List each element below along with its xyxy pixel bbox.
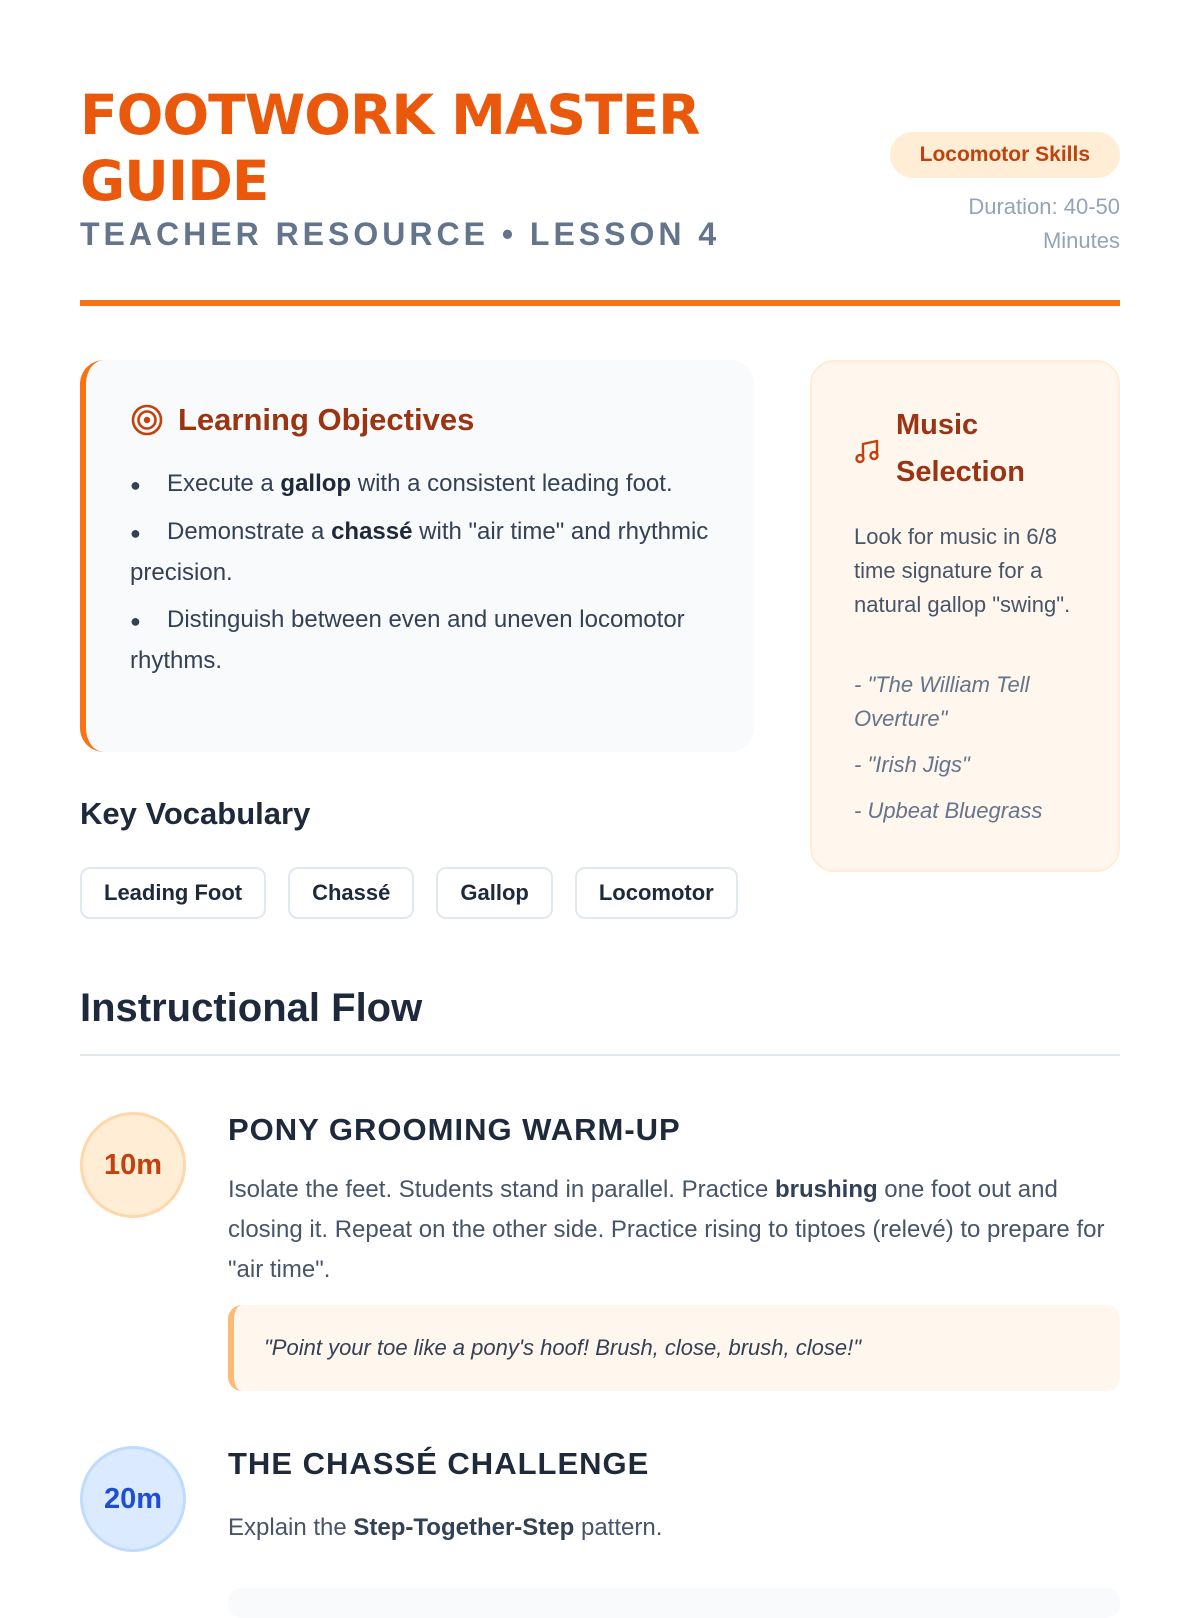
music-track: - "Irish Jigs" [854, 752, 970, 777]
time-badge: 10m [80, 1112, 186, 1218]
music-track: - "The William Tell Overture" [854, 672, 1030, 731]
list-item: ● Execute a gallop with a consistent leading foot. [130, 464, 730, 505]
music-note-icon [854, 438, 882, 466]
objectives-header [130, 400, 474, 440]
learning-objectives-card [80, 360, 754, 752]
duration-label: Duration: 40-50 Minutes [968, 194, 1120, 253]
step-title: THE CHASSÉ CHALLENGE [228, 1446, 650, 1481]
target-icon [130, 403, 164, 437]
header [80, 82, 1120, 302]
next-step-card [228, 1588, 1120, 1618]
vocab-chip-locomotor: Locomotor [575, 867, 738, 919]
bullet-icon: ● [130, 523, 141, 543]
step-description: Explain the Step-Together-Step pattern. [228, 1514, 663, 1541]
vocabulary-title: Key Vocabulary [80, 796, 311, 831]
bullet-icon: ● [130, 475, 141, 495]
flow-step-warm-up [80, 1112, 1120, 1392]
teacher-quote: "Point your toe like a pony's hoof! Brush, close, brush, close!" [228, 1305, 1120, 1391]
skill-badge: Locomotor Skills [890, 132, 1120, 178]
vocab-chip-leading-foot: Leading Foot [80, 867, 266, 919]
list-item: ● Demonstrate a chassé with "air time" and rhythmic precision. [130, 512, 730, 593]
objectives-title: Learning Objectives [178, 402, 475, 437]
section-divider [80, 1054, 1120, 1056]
music-header [854, 402, 1094, 502]
page-title: FOOTWORK MASTER GUIDE [80, 83, 700, 213]
vocab-chip-gallop: Gallop [436, 867, 552, 919]
music-track-list [854, 668, 1094, 840]
bullet-icon: ● [130, 611, 141, 631]
music-track: - Upbeat Bluegrass [854, 798, 1043, 823]
vocabulary-chips [80, 867, 760, 919]
header-divider [80, 300, 1120, 306]
instructional-flow-title: Instructional Flow [80, 986, 423, 1030]
time-badge: 20m [80, 1446, 186, 1552]
music-description: Look for music in 6/8 time signature for a natural gallop "swing". [854, 524, 1071, 617]
vocab-chip-chasse: Chassé [288, 867, 414, 919]
step-title: PONY GROOMING WARM-UP [228, 1112, 681, 1147]
list-item: ● Distinguish between even and uneven locomotor rhythms. [130, 600, 730, 681]
step-description: Isolate the feet. Students stand in parallel. Practice brushing one foot out and closing it. Repeat on the other side. Practice rising to tiptoes (relevé) to prepare for "air time". [228, 1176, 1105, 1283]
lesson-page [80, 0, 1120, 1600]
flow-step-chasse [80, 1446, 1120, 1576]
music-title: Music Selection [896, 409, 1025, 488]
music-selection-card [810, 360, 1120, 872]
page-subtitle: TEACHER RESOURCE • LESSON 4 [80, 216, 721, 252]
objectives-list [130, 464, 730, 688]
